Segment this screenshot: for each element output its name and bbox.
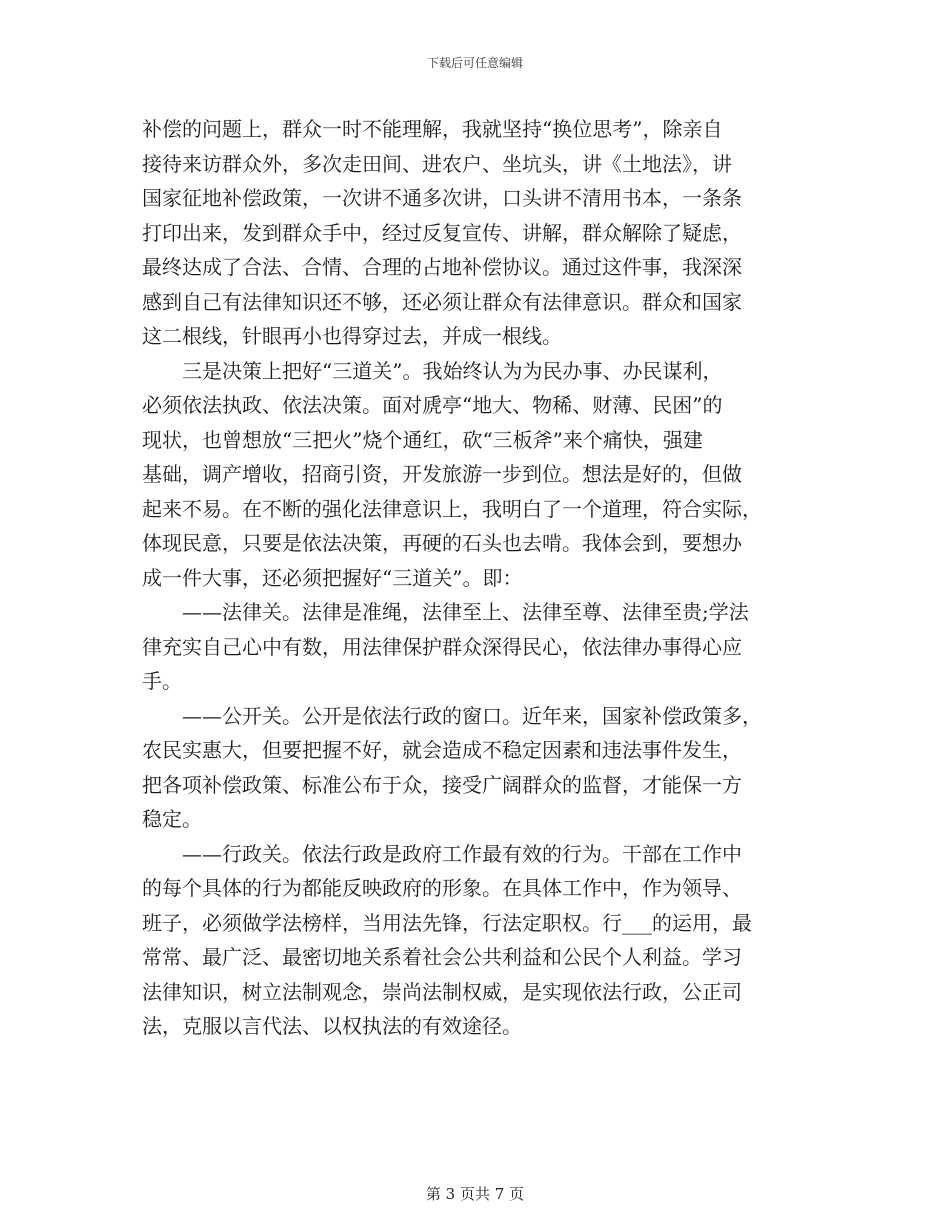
text-line: 班子，必须做学法榜样，当用法先锋，行法定职权。行___的运用，最	[142, 910, 752, 935]
text-line: 的每个具体的行为都能反映政府的形象。在具体工作中，作为领导、	[142, 876, 742, 900]
text-line: ——行政关。依法行政是政府工作最有效的行为。干部在工作中	[182, 841, 742, 866]
text-line: 接待来访群众外，多次走田间、进农户、坐坑头，讲《土地法》，讲	[142, 151, 732, 176]
text-line: 法律知识，树立法制观念，崇尚法制权威，是实现依法行政，公正司	[142, 979, 742, 1004]
document-body	[142, 112, 810, 1044]
text-line: 最终达成了合法、合情、合理的占地补偿协议。通过这件事，我深深	[142, 255, 742, 279]
text-line: 这二根线，针眼再小也得穿过去，并成一根线。	[142, 324, 562, 348]
text-line: 体现民意，只要是依法决策，再硬的石头也去啃。我体会到，要想办	[142, 531, 742, 555]
text-line: 律充实自己心中有数，用法律保护群众深得民心，依法律办事得心应	[142, 634, 742, 659]
paragraph	[142, 354, 810, 596]
page-header: 下载后可任意编辑	[426, 56, 523, 70]
text-line: 法，克服以言代法、以权执法的有效途径。	[142, 1014, 522, 1038]
text-line: 补偿的问题上，群众一时不能理解，我就坚持“换位思考”，除亲自	[142, 117, 723, 141]
text-line: 基础，调产增收，招商引资，开发旅游一步到位。想法是好的，但做	[142, 462, 742, 486]
text-line: 成一件大事，还必须把握好“三道关”。即：	[142, 565, 523, 590]
text-line: 国家征地补偿政策，一次讲不通多次讲，口头讲不清用书本，一条条	[142, 186, 742, 210]
text-line: 把各项补偿政策、标准公布于众，接受广阔群众的监督，才能保一方	[142, 772, 742, 797]
text-line: 三是决策上把好“三道关”。我始终认为为民办事、办民谋利，	[182, 358, 723, 383]
text-line: 农民实惠大，但要把握不好，就会造成不稳定因素和违法事件发生，	[142, 738, 742, 762]
text-line: 起来不易。在不断的强化法律意识上，我明白了一个道理，符合实际，	[142, 496, 762, 521]
text-line: 稳定。	[142, 807, 202, 831]
text-line: 感到自己有法律知识还不够，还必须让群众有法律意识。群众和国家	[142, 289, 742, 314]
paragraph	[142, 837, 810, 1044]
text-line: 必须依法执政、依法决策。面对虒亭“地大、物稀、财薄、民困”的	[142, 393, 723, 417]
paragraph	[142, 112, 810, 354]
text-line: ——法律关。法律是准绳，法律至上、法律至尊、法律至贵;学法	[182, 600, 749, 624]
text-line: 现状，也曾想放“三把火”烧个通红，砍“三板斧”来个痛快，强建	[142, 427, 703, 452]
text-line: ——公开关。公开是依法行政的窗口。近年来，国家补偿政策多，	[182, 703, 762, 728]
paragraph	[142, 595, 810, 699]
text-line: 常常、最广泛、最密切地关系着社会公共利益和公民个人利益。学习	[142, 945, 742, 969]
text-line: 手。	[142, 669, 182, 693]
page-number-footer: 第 3 页共 7 页	[425, 1185, 525, 1203]
text-line: 打印出来，发到群众手中，经过反复宣传、讲解，群众解除了疑虑，	[142, 220, 742, 245]
paragraph	[142, 699, 810, 837]
